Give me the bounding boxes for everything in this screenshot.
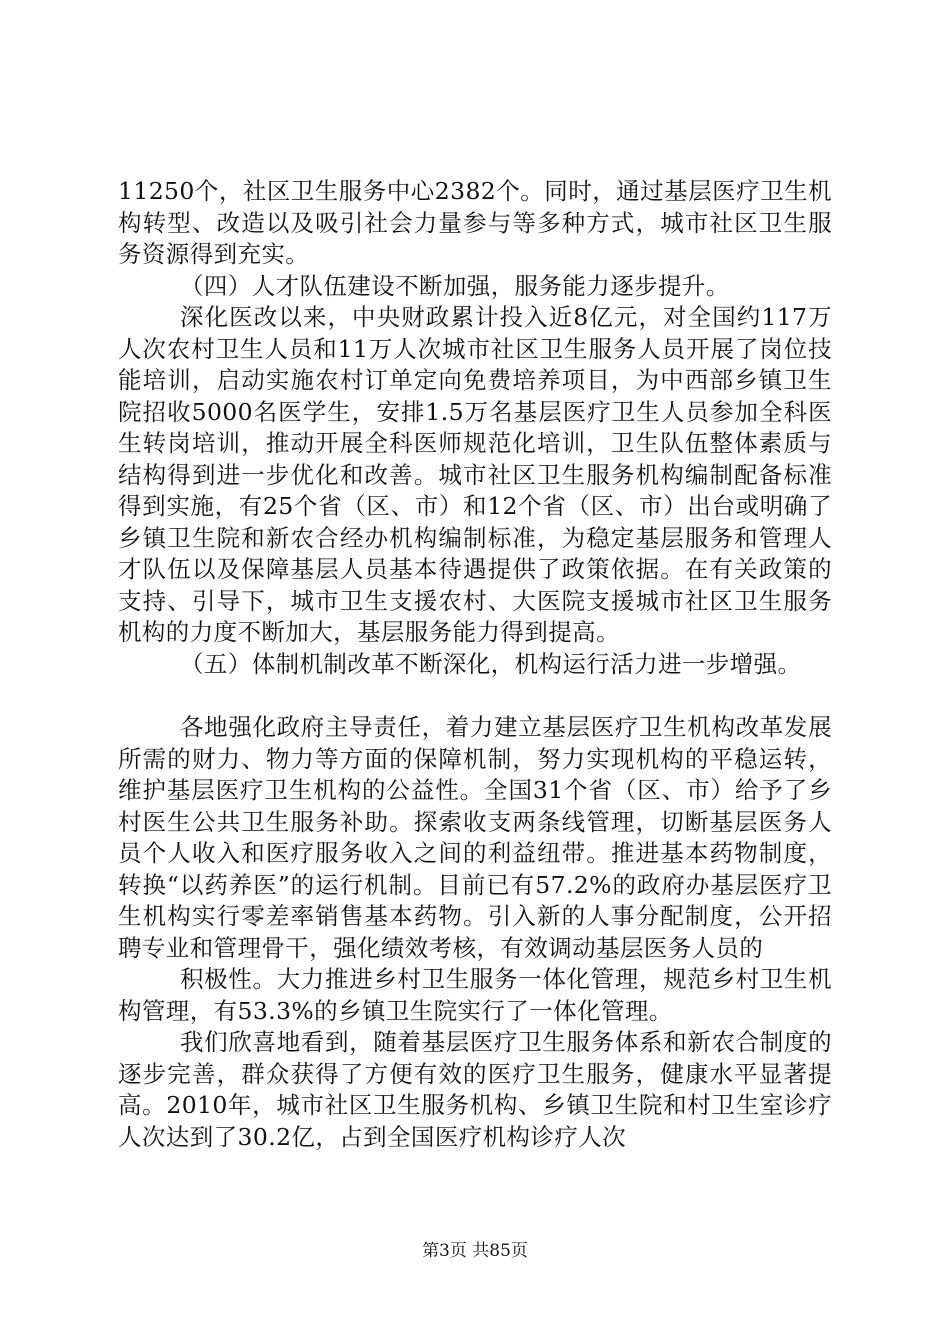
page-number-footer: 第3页 共85页 xyxy=(422,1241,528,1261)
paragraph-system-reform: 各地强化政府主导责任，着力建立基层医疗卫生机构改革发展所需的财力、物力等方面的保障机制，努力实现机构的平稳运转，维护基层医疗卫生机构的公益性。全国31个省（区、市）给予了乡村医生公共卫生服务补助。探索收支两条线管理，切断基层医务人员个人收入和医疗服务收入之间的利益纽带。推进基本药物制度，转换“以药养医”的运行机制。目前已有57.2%的政府办基层医疗卫生机构实行零差率销售基本药物。引入新的人事分配制度，公开招聘专业和管理骨干，强化绩效考核，有效调动基层医务人员的 xyxy=(118,713,832,962)
paragraph-continuation: 11250个，社区卫生服务中心2382个。同时，通过基层医疗卫生机构转型、改造以及吸引社会力量参与等多种方式，城市社区卫生服务资源得到充实。 xyxy=(118,177,832,268)
document-body xyxy=(118,176,832,1153)
section-heading-5: （五）体制机制改革不断深化，机构运行活力进一步增强。 xyxy=(180,649,802,678)
blank-line xyxy=(118,680,832,712)
paragraph-results: 我们欣喜地看到，随着基层医疗卫生服务体系和新农合制度的逐步完善，群众获得了方便有效的医疗卫生服务，健康水平显著提高。2010年，城市社区卫生服务机构、乡镇卫生院和村卫生室诊疗人次达到了30.2亿，占到全国医疗机构诊疗人次 xyxy=(118,1028,832,1151)
section-heading-4: （四）人才队伍建设不断加强，服务能力逐步提升。 xyxy=(180,271,730,300)
paragraph-integration: 积极性。大力推进乡村卫生服务一体化管理，规范乡村卫生机构管理，有53.3%的乡镇卫生院实行了一体化管理。 xyxy=(118,965,832,1025)
paragraph-talent-training: 深化医改以来，中央财政累计投入近8亿元，对全国约117万人次农村卫生人员和11万人次城市社区卫生服务人员开展了岗位技能培训，启动实施农村订单定向免费培养项目，为中西部乡镇卫生院招收5000名医学生，安排1.5万名基层医疗卫生人员参加全科医生转岗培训，推动开展全科医师规范化培训，卫生队伍整体素质与结构得到进一步优化和改善。城市社区卫生服务机构编制配备标准得到实施，有25个省（区、市）和12个省（区、市）出台或明确了乡镇卫生院和新农合经办机构编制标准，为稳定基层服务和管理人才队伍以及保障基层人员基本待遇提供了政策依据。在有关政策的支持、引导下，城市卫生支援农村、大医院支援城市社区卫生服务机构的力度不断加大，基层服务能力得到提高。 xyxy=(118,303,832,646)
